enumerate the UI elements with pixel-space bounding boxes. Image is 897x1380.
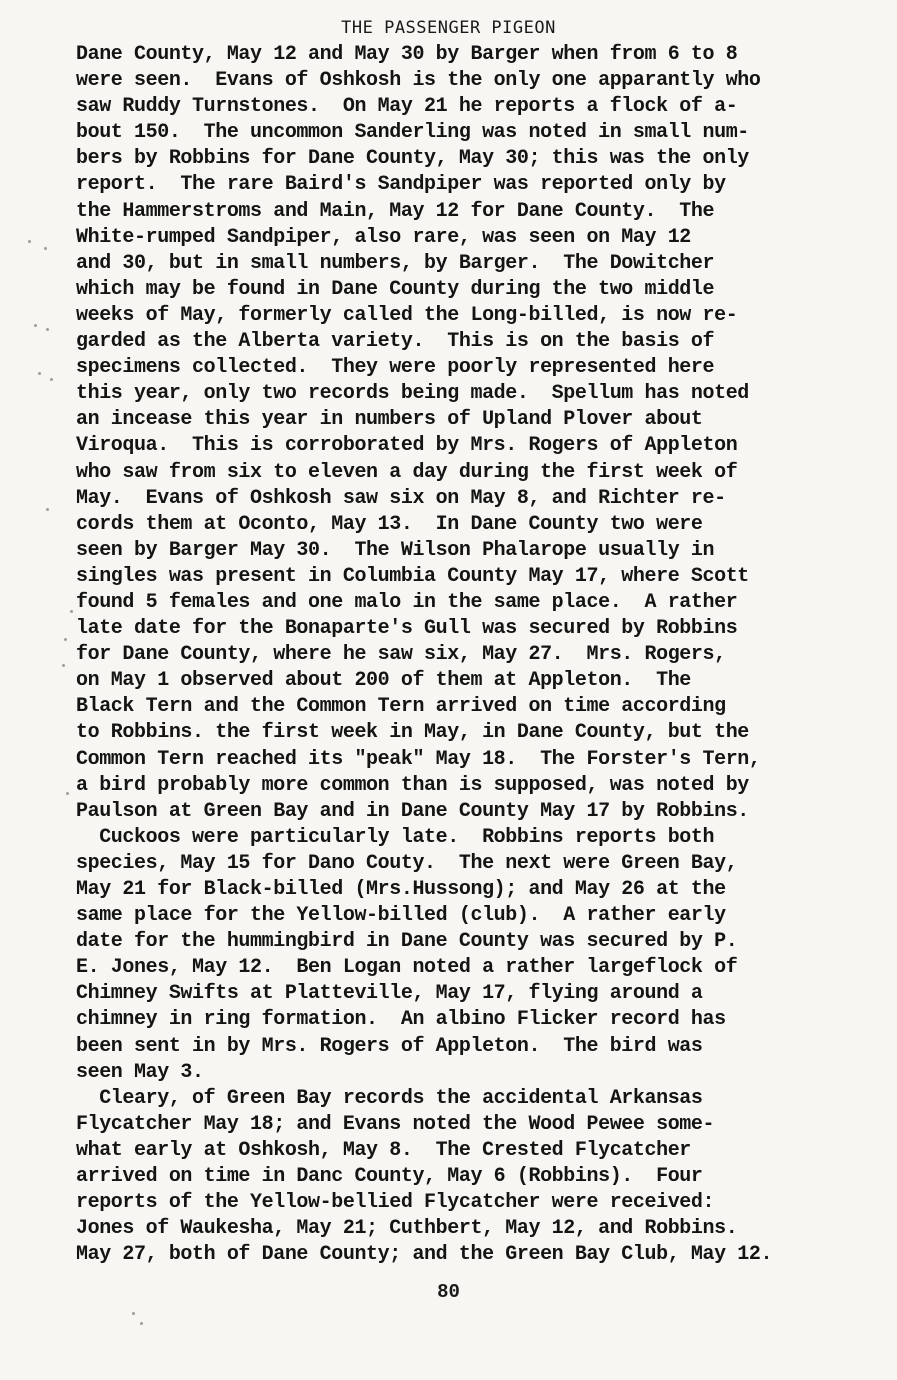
text-line: cords them at Oconto, May 13. In Dane County two were	[76, 512, 703, 536]
text-line: Viroqua. This is corroborated by Mrs. Rogers of Appleton	[76, 434, 738, 458]
text-line: arrived on time in Danc County, May 6 (Robbins). Four	[76, 1165, 703, 1189]
text-line: were seen. Evans of Oshkosh is the only one apparantly who	[76, 69, 761, 93]
text-line: report. The rare Baird's Sandpiper was reported only by	[76, 173, 726, 197]
margin-speck	[132, 1312, 135, 1315]
margin-speck	[64, 638, 67, 641]
text-line: May 27, both of Dane County; and the Green Bay Club, May 12.	[76, 1243, 773, 1267]
text-line: Flycatcher May 18; and Evans noted the Wood Pewee some-	[76, 1112, 715, 1136]
text-line: what early at Oshkosh, May 8. The Crested Flycatcher	[76, 1138, 691, 1162]
margin-speck	[44, 247, 47, 250]
text-line: species, May 15 for Dano Couty. The next were Green Bay,	[76, 851, 738, 875]
text-line: on May 1 observed about 200 of them at Appleton. The	[76, 669, 691, 693]
text-line: May. Evans of Oshkosh saw six on May 8, and Richter re-	[76, 486, 726, 510]
text-line: who saw from six to eleven a day during the first week of	[76, 460, 738, 484]
text-line: singles was present in Columbia County May 17, where Scott	[76, 564, 749, 588]
text-line: Paulson at Green Bay and in Dane County May 17 by Robbins.	[76, 799, 749, 823]
text-line: which may be found in Dane County during the two middle	[76, 277, 715, 301]
text-line: specimens collected. They were poorly represented here	[76, 356, 715, 380]
margin-speck	[38, 372, 41, 375]
text-line: seen by Barger May 30. The Wilson Phalarope usually in	[76, 538, 715, 562]
text-line: and 30, but in small numbers, by Barger. The Dowitcher	[76, 251, 715, 275]
margin-speck	[66, 792, 69, 795]
margin-speck	[28, 240, 31, 243]
text-line: Cuckoos were particularly late. Robbins reports both	[76, 825, 715, 849]
text-line: bers by Robbins for Dane County, May 30; this was the only	[76, 147, 749, 171]
page-number: 80	[437, 1281, 460, 1303]
text-line: reports of the Yellow-bellied Flycatcher were received:	[76, 1191, 715, 1215]
margin-speck	[70, 610, 73, 613]
text-line: an incease this year in numbers of Upland Plover about	[76, 408, 703, 432]
text-line: been sent in by Mrs. Rogers of Appleton. The bird was	[76, 1034, 703, 1058]
text-line: the Hammerstroms and Main, May 12 for Dane County. The	[76, 199, 715, 223]
margin-speck	[46, 508, 49, 511]
running-title: THE PASSENGER PIGEON	[341, 18, 556, 38]
text-line: Common Tern reached its "peak" May 18. The Forster's Tern,	[76, 747, 761, 771]
text-line: May 21 for Black-billed (Mrs.Hussong); and May 26 at the	[76, 878, 726, 901]
text-line: late date for the Bonaparte's Gull was secured by Robbins	[76, 617, 738, 641]
text-line: seen May 3.	[76, 1060, 204, 1084]
text-line: date for the hummingbird in Dane County was secured by P.	[76, 930, 738, 954]
text-line: Jones of Waukesha, May 21; Cuthbert, May 12, and Robbins.	[76, 1217, 738, 1241]
text-line: weeks of May, formerly called the Long-billed, is now re-	[76, 303, 738, 327]
margin-speck	[140, 1322, 143, 1325]
text-line: saw Ruddy Turnstones. On May 21 he reports a flock of a-	[76, 95, 738, 119]
text-line: chimney in ring formation. An albino Flicker record has	[76, 1008, 726, 1032]
text-line: E. Jones, May 12. Ben Logan noted a rather largeflock of	[76, 956, 738, 980]
margin-speck	[46, 328, 49, 331]
text-line: Dane County, May 12 and May 30 by Barger when from 6 to 8	[76, 43, 738, 66]
margin-speck	[50, 378, 53, 381]
text-line: for Dane County, where he saw six, May 27. Mrs. Rogers,	[76, 643, 726, 667]
margin-speck	[62, 664, 65, 667]
text-line: this year, only two records being made. Spellum has noted	[76, 382, 749, 406]
margin-speck	[34, 324, 37, 327]
text-line: garded as the Alberta variety. This is on the basis of	[76, 330, 715, 354]
text-line: to Robbins. the first week in May, in Dane County, but the	[76, 721, 749, 745]
text-line: Chimney Swifts at Platteville, May 17, flying around a	[76, 982, 703, 1006]
text-line: same place for the Yellow-billed (club). A rather early	[76, 904, 726, 928]
body-text	[76, 42, 876, 1268]
text-line: a bird probably more common than is supposed, was noted by	[76, 773, 749, 797]
text-line: White-rumped Sandpiper, also rare, was seen on May 12	[76, 225, 691, 249]
text-line: Cleary, of Green Bay records the accidental Arkansas	[76, 1086, 703, 1110]
text-line: Black Tern and the Common Tern arrived on time according	[76, 695, 726, 719]
text-line: bout 150. The uncommon Sanderling was noted in small num-	[76, 121, 749, 145]
text-line: found 5 females and one malo in the same place. A rather	[76, 590, 738, 614]
